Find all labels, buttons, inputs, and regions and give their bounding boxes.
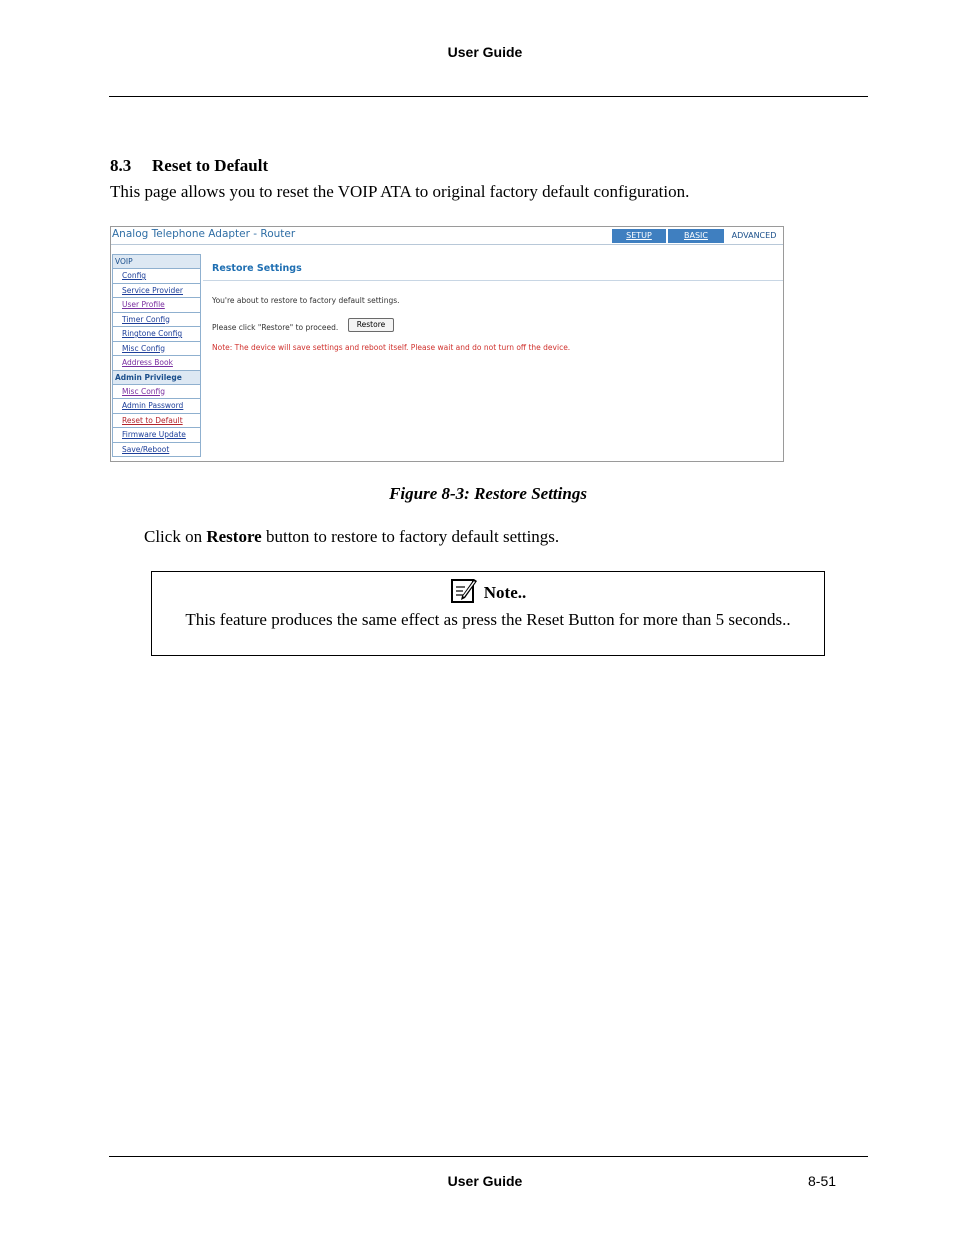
instruction-suffix: button to restore to factory default settings. xyxy=(261,527,560,546)
sidebar-item-timer-config[interactable]: Timer Config xyxy=(113,313,200,328)
instruction-prefix: Click on xyxy=(144,527,207,546)
sidebar-item-firmware-update[interactable]: Firmware Update xyxy=(113,428,200,443)
app-title: Analog Telephone Adapter - Router xyxy=(112,228,296,240)
sidebar-item-admin-misc-config[interactable]: Misc Config xyxy=(113,385,200,400)
page-number: 8-51 xyxy=(808,1173,837,1189)
sidebar xyxy=(112,254,201,457)
note-pencil-icon xyxy=(450,576,478,604)
note-text: This feature produces the same effect as press the Reset Button for more than 5 seconds.. xyxy=(185,610,791,629)
sidebar-item-misc-config[interactable]: Misc Config xyxy=(113,342,200,357)
sidebar-item-service-provider[interactable]: Service Provider xyxy=(113,284,200,299)
panel-divider xyxy=(203,280,783,281)
section-title: Reset to Default xyxy=(152,156,269,175)
sidebar-item-user-profile[interactable]: User Profile xyxy=(113,298,200,313)
nav-tabs xyxy=(610,229,782,243)
section-number: 8.3 xyxy=(110,156,132,175)
sidebar-item-reset-to-default[interactable]: Reset to Default xyxy=(113,414,200,429)
sidebar-group-admin-privilege: Admin Privilege xyxy=(113,371,200,385)
sidebar-item-address-book[interactable]: Address Book xyxy=(113,356,200,371)
sidebar-item-admin-password[interactable]: Admin Password xyxy=(113,399,200,414)
restore-settings-screenshot xyxy=(110,226,784,462)
tab-setup[interactable]: SETUP xyxy=(612,229,666,243)
section-heading xyxy=(110,156,268,176)
note-box xyxy=(151,571,825,656)
sidebar-item-save-reboot[interactable]: Save/Reboot xyxy=(122,444,170,454)
page-footer-title: User Guide xyxy=(447,1173,523,1189)
sidebar-item-config[interactable]: Config xyxy=(113,269,200,284)
tab-advanced[interactable]: ADVANCED xyxy=(726,229,782,243)
restore-instruction-message: Please click "Restore" to proceed. xyxy=(212,323,339,332)
figure-caption: Figure 8-3: Restore Settings xyxy=(389,484,587,503)
tab-basic[interactable]: BASIC xyxy=(668,229,724,243)
reboot-note-message: Note: The device will save settings and reboot itself. Please wait and do not turn off the device. xyxy=(212,343,571,352)
top-divider xyxy=(111,244,783,245)
sidebar-group-voip: VOIP xyxy=(113,255,200,269)
instruction-text xyxy=(144,527,559,547)
note-title: Note.. xyxy=(483,582,527,602)
note-header xyxy=(152,576,824,604)
restore-button[interactable]: Restore xyxy=(348,318,394,332)
page-header-title: User Guide xyxy=(447,44,523,60)
sidebar-item-ringtone-config[interactable]: Ringtone Config xyxy=(113,327,200,342)
instruction-bold: Restore xyxy=(206,527,262,546)
section-intro: This page allows you to reset the VOIP ATA to original factory default configuration. xyxy=(110,182,690,201)
restore-warning-message: You're about to restore to factory default settings. xyxy=(212,296,400,305)
footer-rule xyxy=(109,1156,868,1157)
app-top-bar xyxy=(111,227,783,245)
panel-title: Restore Settings xyxy=(212,263,302,274)
header-rule xyxy=(109,96,868,97)
